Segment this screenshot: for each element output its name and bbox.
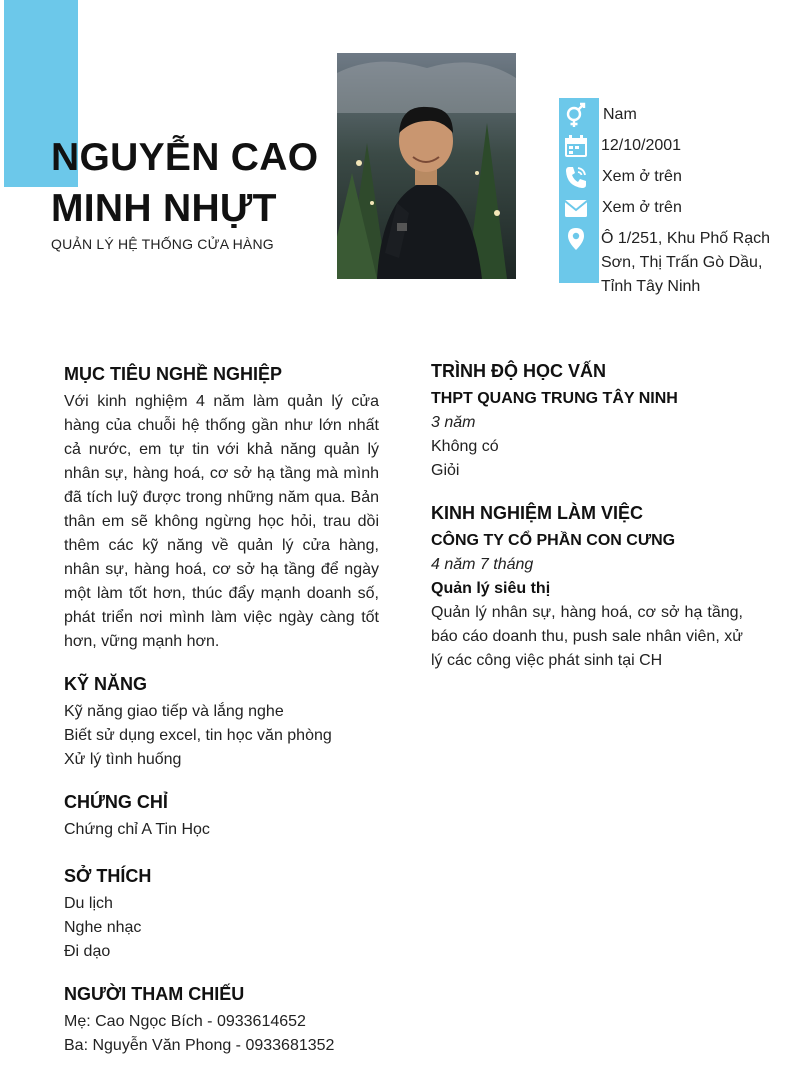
- references-title: NGƯỜI THAM CHIẾU: [64, 984, 245, 1004]
- birthdate-value: 12/10/2001: [601, 137, 682, 154]
- calendar-icon: [563, 133, 589, 159]
- experience-title: KINH NGHIỆM LÀM VIỆC: [431, 503, 644, 523]
- hobby-item: Nghe nhạc: [64, 919, 142, 936]
- job-description: Quản lý nhân sự, hàng hoá, cơ sở hạ tầng, báo cáo doanh thu, push sale nhân viên, xử lý các công việc phát sinh tại CH: [431, 604, 743, 669]
- skills-section: [64, 672, 379, 772]
- gender-value: Nam: [603, 106, 637, 123]
- job-position: Quản lý siêu thị: [431, 580, 551, 597]
- job-title: QUẢN LÝ HỆ THỐNG CỬA HÀNG: [51, 236, 274, 252]
- skills-title: KỸ NĂNG: [64, 674, 148, 694]
- education-grade: Giỏi: [431, 462, 460, 479]
- certificates-title: CHỨNG CHỈ: [64, 792, 168, 812]
- education-title: TRÌNH ĐỘ HỌC VẤN: [431, 361, 606, 381]
- certificates-section: [64, 790, 379, 842]
- certificate-item: Chứng chỉ A Tin Học: [64, 821, 210, 838]
- reference-item: Ba: Nguyễn Văn Phong - 0933681352: [64, 1037, 335, 1054]
- experience-duration: 4 năm 7 tháng: [431, 556, 534, 573]
- references-section: [64, 982, 379, 1058]
- objective-text: Với kinh nghiệm 4 năm làm quản lý cửa hàng của chuỗi hệ thống gần như lớn nhất cả nước, em tự tin với khả năng quản lý nhân sự, hàng hoá, cơ sở hạ tầng mà mình đã tích luỹ được trong những năm qua. Bản thân em sẽ không ngừng học hỏi, trau dồi thêm các kỹ năng về quản lý cửa hàng, nhân sự, hàng hoá, cơ sở hạ tầng để ngày một làm tốt hơn, thúc đẩy mạnh doanh số, phát triển nơi mình làm việc ngày càng tốt hơn, vững mạnh hơn.: [64, 393, 379, 650]
- hobbies-section: [64, 864, 379, 964]
- profile-photo: [337, 53, 516, 279]
- company-name: CÔNG TY CỔ PHẦN CON CƯNG: [431, 532, 676, 549]
- candidate-name-line2: MINH NHỰT: [51, 187, 277, 230]
- skill-item: Kỹ năng giao tiếp và lắng nghe: [64, 703, 284, 720]
- phone-value: Xem ở trên: [602, 168, 682, 185]
- candidate-name-line1: NGUYỄN CAO: [51, 136, 319, 179]
- right-column: [431, 359, 743, 673]
- skill-item: Biết sử dụng excel, tin học văn phòng: [64, 727, 332, 744]
- hobbies-title: SỞ THÍCH: [64, 866, 152, 886]
- experience-section: [431, 501, 743, 673]
- school-name: THPT QUANG TRUNG TÂY NINH: [431, 390, 678, 407]
- objective-section: [64, 362, 379, 654]
- email-value: Xem ở trên: [602, 199, 682, 216]
- address-value: Ô 1/251, Khu Phố Rạch Sơn, Thị Trấn Gò Dầu, Tỉnh Tây Ninh: [601, 230, 770, 295]
- hobby-item: Đi dạo: [64, 943, 111, 960]
- location-icon: [563, 226, 589, 252]
- gender-icon: [563, 102, 589, 128]
- hobby-item: Du lịch: [64, 895, 113, 912]
- phone-icon: [563, 164, 589, 190]
- reference-item: Mẹ: Cao Ngọc Bích - 0933614652: [64, 1013, 306, 1030]
- objective-title: MỤC TIÊU NGHỀ NGHIỆP: [64, 364, 283, 384]
- email-icon: [563, 195, 589, 221]
- skill-item: Xử lý tình huống: [64, 751, 182, 768]
- education-duration: 3 năm: [431, 414, 476, 431]
- education-section: [431, 359, 743, 483]
- education-major: Không có: [431, 438, 499, 455]
- left-column: [64, 362, 379, 1058]
- candidate-name: [51, 132, 331, 234]
